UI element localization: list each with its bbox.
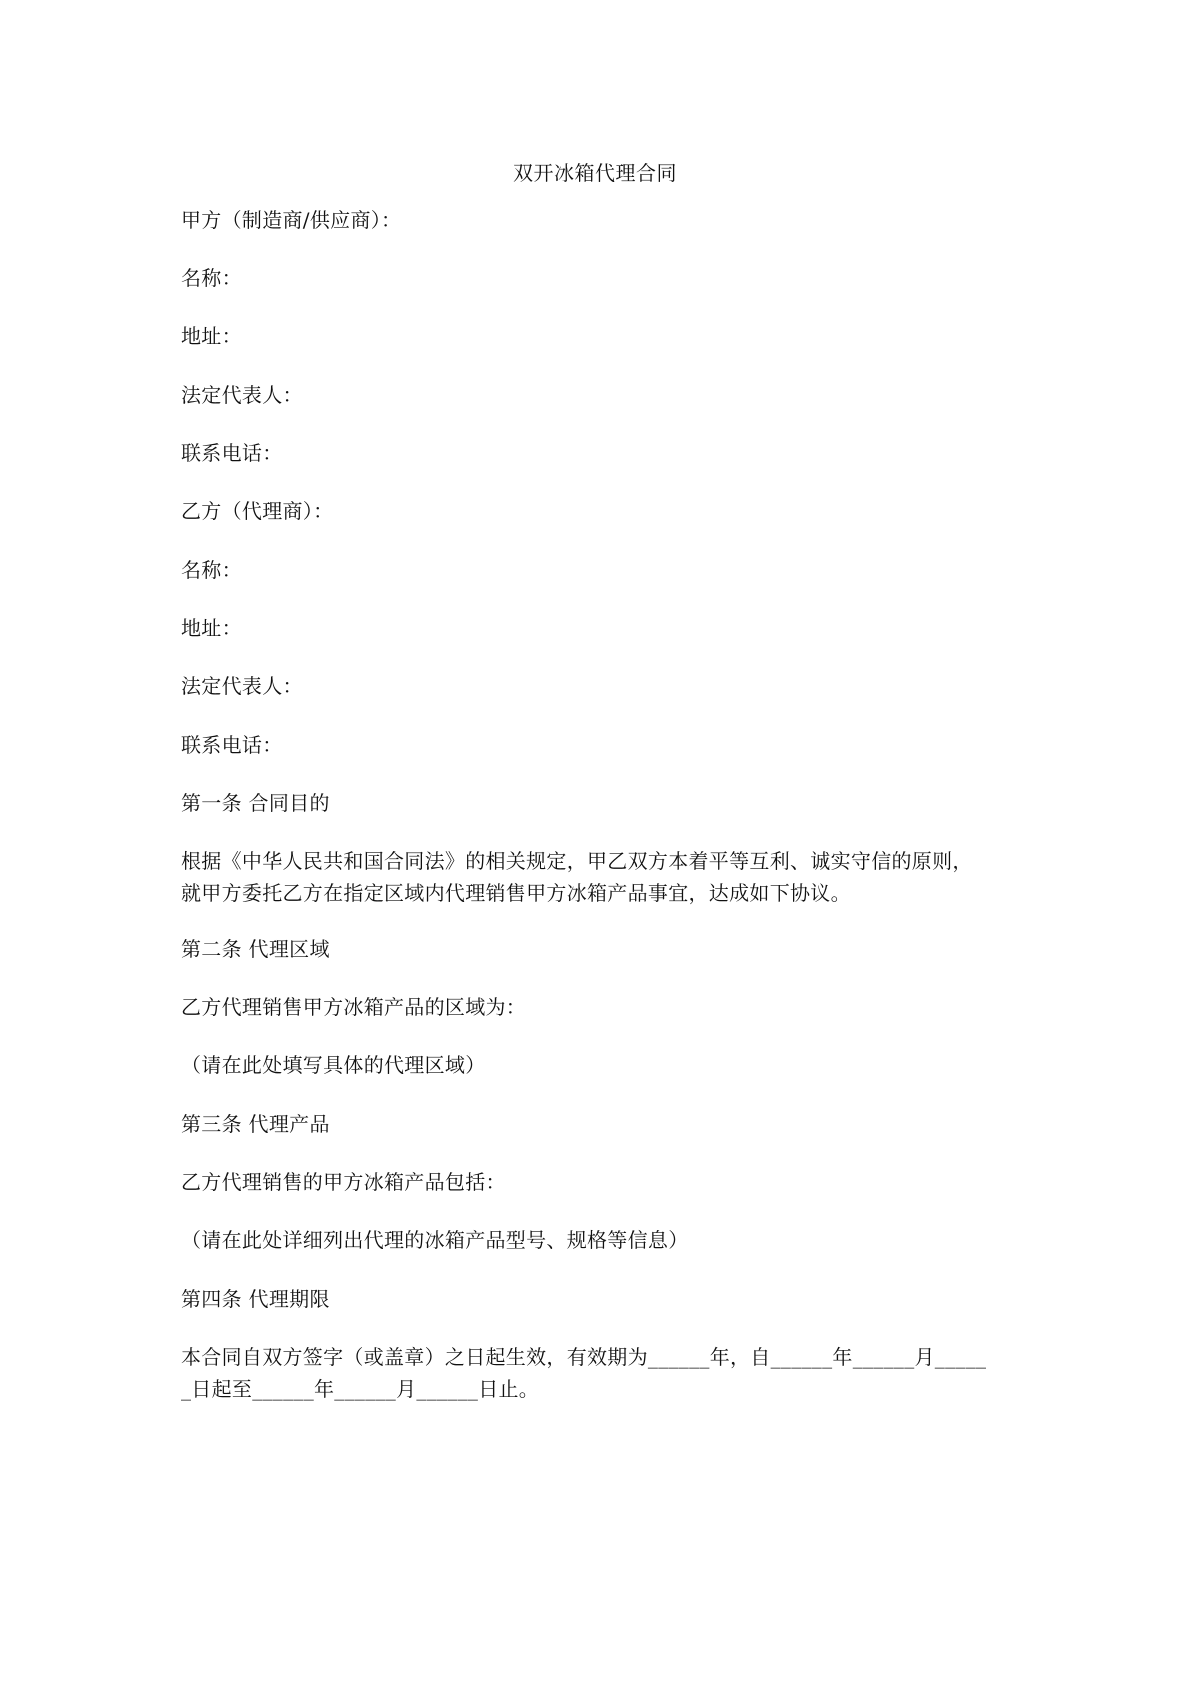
document-title: 双开冰箱代理合同 (513, 161, 677, 185)
article1-body (181, 845, 1021, 909)
article2-body: 乙方代理销售甲方冰箱产品的区域为： (181, 995, 527, 1019)
party-a-phone-label: 联系电话： (181, 441, 283, 465)
article3-heading: 第三条 代理产品 (181, 1112, 330, 1136)
party-b-name-label: 名称： (181, 558, 242, 582)
party-a-address-label: 地址： (181, 324, 242, 348)
party-a-rep-label: 法定代表人： (181, 383, 303, 407)
article1-body-line1: 根据《中华人民共和国合同法》的相关规定，甲乙双方本着平等互利、诚实守信的原则， (181, 849, 973, 873)
article4-body-line1: 本合同自双方签字（或盖章）之日起生效，有效期为______年，自______年______月_____ (181, 1345, 987, 1369)
article1-heading: 第一条 合同目的 (181, 791, 330, 815)
article4-heading: 第四条 代理期限 (181, 1287, 330, 1311)
article4-body (181, 1341, 1021, 1405)
article4-body-line2: _日起至______年______月______日止。 (181, 1377, 540, 1401)
party-b-address-label: 地址： (181, 616, 242, 640)
party-a-heading: 甲方（制造商/供应商）： (181, 208, 402, 232)
article2-note: （请在此处填写具体的代理区域） (181, 1053, 486, 1077)
article3-body: 乙方代理销售的甲方冰箱产品包括： (181, 1170, 506, 1194)
article1-body-line2: 就甲方委托乙方在指定区域内代理销售甲方冰箱产品事宜，达成如下协议。 (181, 881, 851, 905)
party-b-rep-label: 法定代表人： (181, 674, 303, 698)
article2-heading: 第二条 代理区域 (181, 937, 330, 961)
party-b-phone-label: 联系电话： (181, 733, 283, 757)
party-b-heading: 乙方（代理商）： (181, 499, 334, 523)
article3-note: （请在此处详细列出代理的冰箱产品型号、规格等信息） (181, 1228, 689, 1252)
party-a-name-label: 名称： (181, 266, 242, 290)
